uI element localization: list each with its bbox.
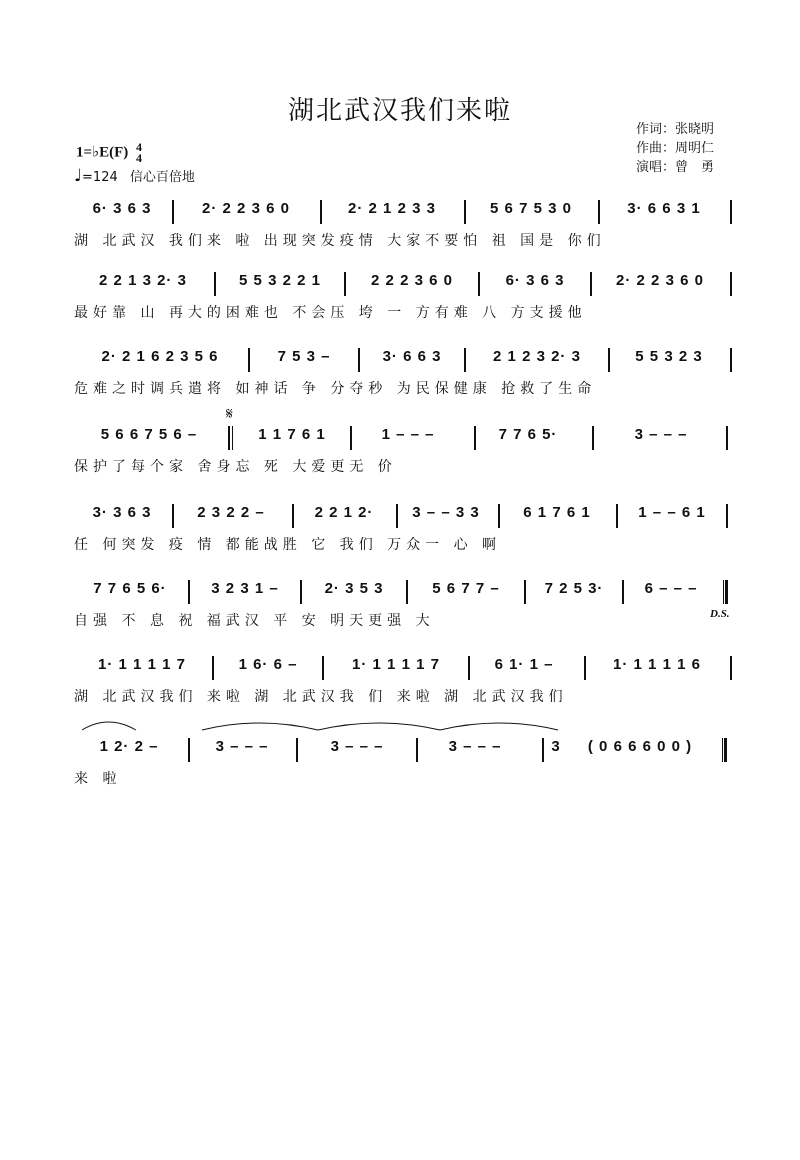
staff-system	[74, 272, 736, 336]
measure: 1 6· 6 –	[238, 656, 298, 673]
tempo-value: =124	[82, 170, 118, 185]
measure: ( 0 6 6 6 0 0 )	[587, 738, 693, 755]
measure: 2· 2 1 2 3 3	[348, 200, 436, 217]
barline	[464, 200, 466, 224]
measure: 6· 3 6 3	[505, 272, 565, 289]
barline	[188, 580, 190, 604]
staff-system	[74, 738, 736, 802]
barline	[416, 738, 418, 762]
barline	[478, 272, 480, 296]
time-numerator: 4	[136, 140, 143, 154]
measure: 1· 1 1 1 1 6	[613, 656, 701, 673]
notes-row	[74, 580, 736, 604]
measure: 3· 6 6 3 1	[627, 200, 701, 217]
barline	[344, 272, 346, 296]
staff-system	[74, 200, 736, 264]
lyrics-line: 湖 北武汉我们 来啦 湖 北武汉我 们 来啦 湖 北武汉我们	[74, 689, 568, 705]
measure: 3	[551, 738, 561, 755]
measure: 7 7 6 5·	[498, 426, 558, 443]
barline	[474, 426, 476, 450]
measure: 7 2 5 3·	[544, 580, 604, 597]
expression-mark: 信心百倍地	[129, 170, 195, 185]
repeat-barline	[723, 580, 728, 604]
measure: 3 – – –	[634, 426, 688, 443]
barline	[300, 580, 302, 604]
barline	[616, 504, 618, 528]
measure: 3 – – –	[215, 738, 269, 755]
measure: 3· 6 6 3	[382, 348, 442, 365]
final-barline	[722, 738, 727, 762]
notes-row	[74, 200, 736, 224]
barline	[228, 426, 230, 450]
time-denominator: 4	[136, 151, 143, 165]
barline	[730, 348, 732, 372]
barline	[358, 348, 360, 372]
key-signature	[76, 142, 142, 164]
barline	[542, 738, 544, 762]
measure: 1· 1 1 1 1 7	[352, 656, 440, 673]
barline	[726, 426, 728, 450]
barline	[726, 504, 728, 528]
measure: 3 – – –	[448, 738, 502, 755]
lyrics-line: 湖 北武汉 我们来 啦 出现突发疫情 大家不要怕 祖 国是 你们	[74, 233, 606, 249]
lyricist: 作词：张晓明	[636, 122, 715, 137]
time-signature	[136, 142, 142, 164]
measure: 6 – – –	[644, 580, 698, 597]
barline	[232, 426, 233, 450]
measure: 3 2 3 1 –	[211, 580, 279, 597]
barline	[350, 426, 352, 450]
tie	[82, 722, 136, 730]
barline	[498, 504, 500, 528]
barline	[730, 200, 732, 224]
tie	[440, 723, 558, 730]
barline	[248, 348, 250, 372]
measure: 5 6 6 7 5 6 –	[100, 426, 198, 443]
measure: 2 1 2 3 2· 3	[493, 348, 581, 365]
measure: 1 – – 6 1	[638, 504, 706, 521]
barline	[730, 272, 732, 296]
measure: 2· 2 1 6 2 3 5 6	[101, 348, 219, 365]
lyrics-line: 来 啦	[74, 771, 122, 787]
barline	[214, 272, 216, 296]
staff-system	[74, 580, 736, 644]
barline	[584, 656, 586, 680]
staff-system	[74, 504, 736, 568]
lyrics-line: 自强 不 息 祝 福武汉 平 安 明天更强 大	[74, 613, 435, 629]
notes-row	[74, 504, 736, 528]
lyrics-line: 保护了每个家 舍身忘 死 大爱更无 价	[74, 459, 397, 475]
barline	[730, 656, 732, 680]
notes-row	[74, 656, 736, 680]
barline	[292, 504, 294, 528]
measure: 6 1 7 6 1	[523, 504, 591, 521]
measure: 3 – – 3 3	[412, 504, 480, 521]
singer: 演唱：曾 勇	[636, 160, 715, 175]
quarter-note-icon: ♩	[74, 166, 83, 186]
measure: 7 7 6 5 6·	[93, 580, 167, 597]
barline	[622, 580, 624, 604]
barline	[524, 580, 526, 604]
barline	[320, 200, 322, 224]
notes-row	[74, 426, 736, 450]
lyrics-line: 最好靠 山 再大的困难也 不会压 垮 一 方有难 八 方支援他	[74, 305, 587, 321]
barline	[468, 656, 470, 680]
staff-system	[74, 656, 736, 720]
segno-icon: 𝄋	[226, 404, 233, 423]
barline	[172, 200, 174, 224]
measure: 1 1 7 6 1	[258, 426, 326, 443]
barline	[322, 656, 324, 680]
measure: 5 5 3 2 2 1	[239, 272, 321, 289]
measure: 1 2· 2 –	[99, 738, 159, 755]
composer: 作曲：周明仁	[636, 141, 715, 156]
barline	[464, 348, 466, 372]
measure: 3· 3 6 3	[92, 504, 152, 521]
measure: 2 2 2 3 6 0	[371, 272, 453, 289]
measure: 6· 3 6 3	[92, 200, 152, 217]
measure: 2· 3 5 3	[324, 580, 384, 597]
lyrics-line: 任 何突发 疫 情 都能战胜 它 我们 万众一 心 啊	[74, 537, 502, 553]
barline	[188, 738, 190, 762]
measure: 2 3 2 2 –	[197, 504, 265, 521]
barline	[212, 656, 214, 680]
barline	[396, 504, 398, 528]
key-label: 1=♭E(F)	[76, 144, 129, 161]
measure: 2· 2 2 3 6 0	[202, 200, 290, 217]
page-title: 湖北武汉我们来啦	[287, 96, 512, 126]
barline	[592, 426, 594, 450]
tie	[202, 723, 318, 730]
barline	[590, 272, 592, 296]
measure: 6 1· 1 –	[494, 656, 554, 673]
measure: 2 2 1 3 2· 3	[99, 272, 187, 289]
measure: 7 5 3 –	[277, 348, 331, 365]
dal-segno-mark: D.S.	[710, 608, 730, 620]
notes-row	[74, 738, 736, 762]
lyrics-line: 危难之时调兵遣将 如神话 争 分夺秒 为民保健康 抢救了生命	[74, 381, 597, 397]
measure: 5 5 3 2 3	[635, 348, 703, 365]
tempo-marking	[74, 166, 195, 186]
tie	[318, 723, 440, 730]
barline	[296, 738, 298, 762]
measure: 2 2 1 2·	[314, 504, 374, 521]
measure: 1· 1 1 1 1 7	[98, 656, 186, 673]
notes-row	[74, 348, 736, 372]
notes-row	[74, 272, 736, 296]
measure: 2· 2 2 3 6 0	[616, 272, 704, 289]
barline	[172, 504, 174, 528]
measure: 5 6 7 5 3 0	[490, 200, 572, 217]
staff-system	[74, 404, 736, 490]
measure: 3 – – –	[330, 738, 384, 755]
credits	[636, 120, 714, 177]
staff-system	[74, 348, 736, 412]
barline	[406, 580, 408, 604]
barline	[598, 200, 600, 224]
measure: 1 – – –	[381, 426, 435, 443]
measure: 5 6 7 7 –	[432, 580, 500, 597]
barline	[608, 348, 610, 372]
